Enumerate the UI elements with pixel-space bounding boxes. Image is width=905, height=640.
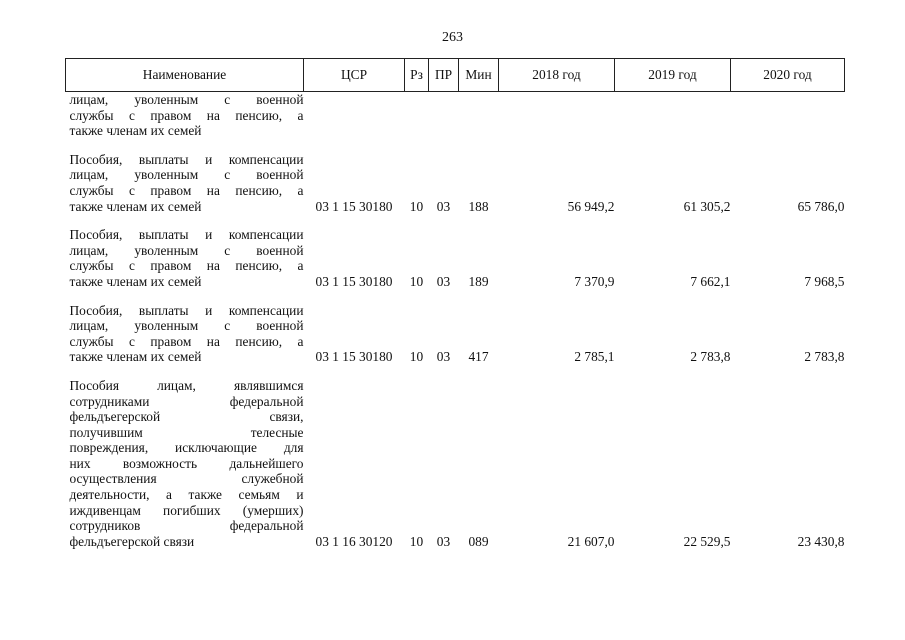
cell-y2018: 56 949,2 xyxy=(567,198,615,214)
cell-name xyxy=(66,92,304,139)
name-line: также членам их семей xyxy=(69,198,202,214)
cell-y2019: 2 783,8 xyxy=(690,349,731,365)
name-line: Пособия, выплаты и компенсации xyxy=(69,302,304,318)
header-csr: ЦСР xyxy=(304,59,405,92)
cell-rz: 10 xyxy=(409,349,424,365)
name-line: лицам, уволенным с военной xyxy=(69,318,304,334)
name-line: также членам их семей xyxy=(69,123,202,139)
cell-name xyxy=(66,227,304,289)
name-line: осуществления служебной xyxy=(69,471,304,487)
name-line: Пособия, выплаты и компенсации xyxy=(69,227,304,243)
cell-min: 189 xyxy=(468,273,489,289)
cell-pr: 03 xyxy=(436,273,451,289)
name-line: службы с правом на пенсию, а xyxy=(69,258,304,274)
table-row xyxy=(66,227,845,289)
header-name: Наименование xyxy=(66,59,304,92)
name-line: Пособия лицам, являвшимся xyxy=(69,377,304,393)
name-line: иждивенцам погибших (умерших) xyxy=(69,502,304,518)
name-line: деятельности, а также семьям и xyxy=(69,487,304,503)
name-line: фельдъегерской связи, xyxy=(69,409,304,425)
cell-y2019: 7 662,1 xyxy=(690,273,731,289)
name-line: повреждения, исключающие для xyxy=(69,440,304,456)
name-line: них возможность дальнейшего xyxy=(69,455,304,471)
row-spacer-cell xyxy=(66,290,845,303)
row-spacer xyxy=(66,214,845,227)
cell-pr xyxy=(429,92,459,139)
cell-rz: 10 xyxy=(409,198,424,214)
cell-y2020: 2 783,8 xyxy=(804,349,845,365)
cell-csr: 03 1 15 30180 xyxy=(315,349,393,365)
cell-min: 417 xyxy=(468,349,489,365)
table-body xyxy=(66,92,845,550)
cell-pr: 03 xyxy=(436,349,451,365)
header-2018: 2018 год xyxy=(499,59,615,92)
row-spacer xyxy=(66,365,845,378)
table-row xyxy=(66,378,845,550)
cell-y2019 xyxy=(615,92,731,139)
row-spacer xyxy=(66,290,845,303)
header-2020: 2020 год xyxy=(731,59,845,92)
table-row xyxy=(66,303,845,365)
cell-csr: 03 1 15 30180 xyxy=(315,273,393,289)
cell-y2018: 2 785,1 xyxy=(574,349,615,365)
cell-csr: 03 1 16 30120 xyxy=(315,533,393,549)
header-pr: ПР xyxy=(429,59,459,92)
cell-min: 188 xyxy=(468,198,489,214)
cell-pr: 03 xyxy=(436,198,451,214)
cell-y2019: 61 305,2 xyxy=(683,198,731,214)
name-line: службы с правом на пенсию, а xyxy=(69,333,304,349)
header-2019: 2019 год xyxy=(615,59,731,92)
name-line: также членам их семей xyxy=(69,273,202,289)
page-number: 263 xyxy=(442,30,463,45)
name-line: сотрудниками федеральной xyxy=(69,393,304,409)
name-line: службы с правом на пенсию, а xyxy=(69,182,304,198)
header-rz: Рз xyxy=(405,59,429,92)
cell-y2018: 21 607,0 xyxy=(567,533,615,549)
cell-y2020 xyxy=(731,92,845,139)
cell-rz xyxy=(405,92,429,139)
header-min: Мин xyxy=(459,59,499,92)
cell-y2019: 22 529,5 xyxy=(683,533,731,549)
budget-table xyxy=(65,58,845,549)
cell-name xyxy=(66,303,304,365)
name-line: лицам, уволенным с военной xyxy=(69,242,304,258)
name-line: также членам их семей xyxy=(69,349,202,365)
name-line: фельдъегерской связи xyxy=(69,533,195,549)
cell-name xyxy=(66,378,304,550)
name-line: службы с правом на пенсию, а xyxy=(69,107,304,123)
cell-min xyxy=(459,92,499,139)
cell-y2020: 65 786,0 xyxy=(797,198,845,214)
cell-rz: 10 xyxy=(409,273,424,289)
row-spacer-cell xyxy=(66,214,845,227)
cell-y2018: 7 370,9 xyxy=(574,273,615,289)
row-spacer-cell xyxy=(66,139,845,152)
row-spacer-cell xyxy=(66,365,845,378)
table-row xyxy=(66,152,845,214)
cell-y2020: 23 430,8 xyxy=(797,533,845,549)
name-line: лицам, уволенным с военной xyxy=(69,167,304,183)
cell-csr xyxy=(304,92,405,139)
table-row xyxy=(66,92,845,139)
table-header-row xyxy=(66,59,845,92)
cell-csr: 03 1 15 30180 xyxy=(315,198,393,214)
name-line: лицам, уволенным с военной xyxy=(69,92,304,107)
cell-rz: 10 xyxy=(409,533,424,549)
cell-y2018 xyxy=(499,92,615,139)
row-spacer xyxy=(66,139,845,152)
cell-y2020: 7 968,5 xyxy=(804,273,845,289)
cell-pr: 03 xyxy=(436,533,451,549)
name-line: сотрудников федеральной xyxy=(69,518,304,534)
cell-min: 089 xyxy=(468,533,489,549)
name-line: Пособия, выплаты и компенсации xyxy=(69,151,304,167)
name-line: получившим телесные xyxy=(69,424,304,440)
cell-name xyxy=(66,152,304,214)
